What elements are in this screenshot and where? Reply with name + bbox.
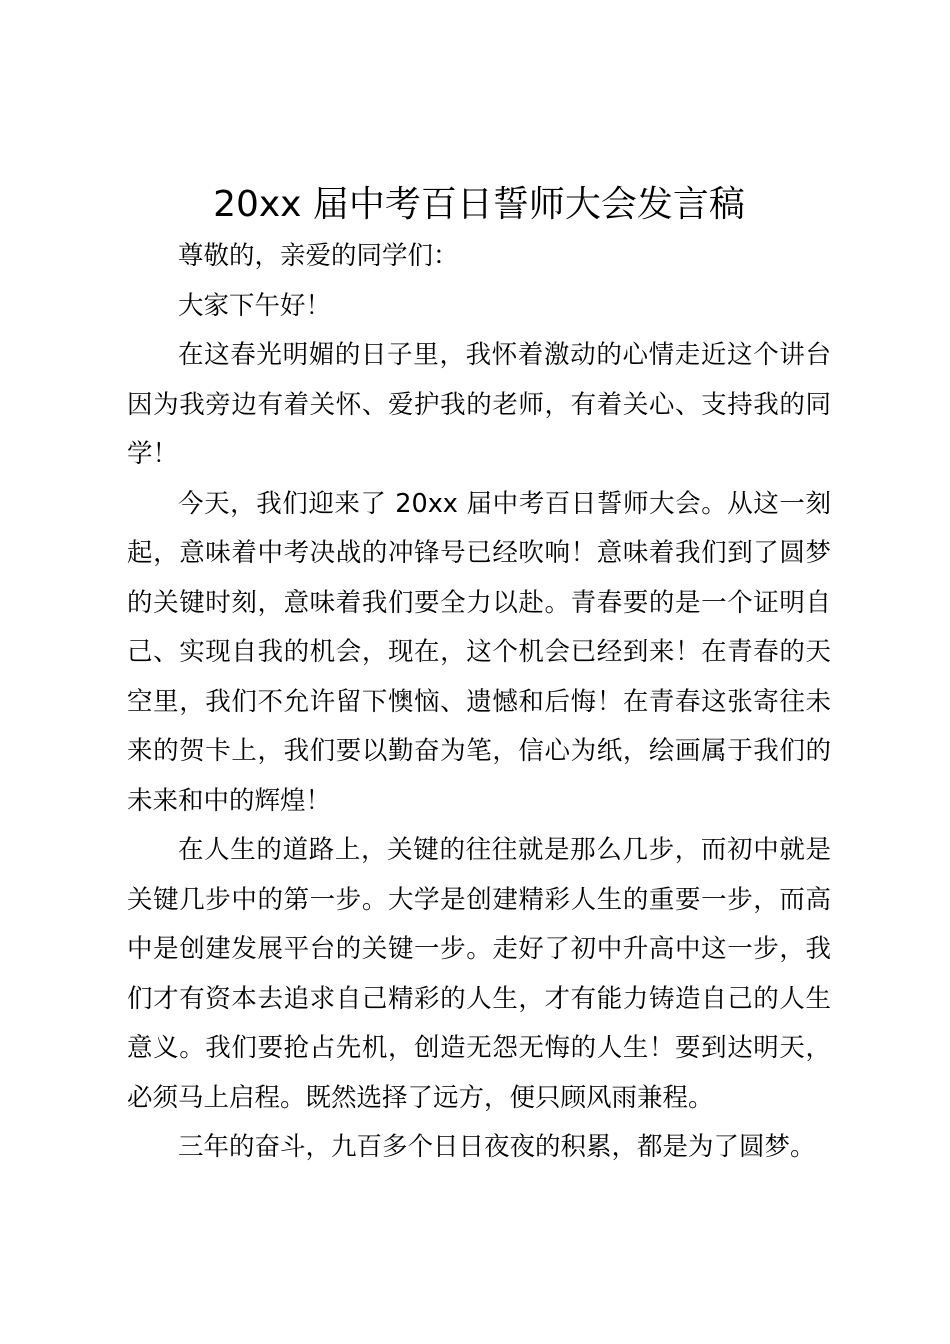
document-page xyxy=(127,178,831,1173)
paragraph-body-3: 三年的奋斗，九百多个日日夜夜的积累，都是为了圆梦。 xyxy=(178,1132,816,1162)
paragraph-body-1: 今天，我们迎来了 20xx 届中考百日誓师大会。从这一刻起，意味着中考决战的冲锋号已经吹响！意味着我们到了圆梦的关键时刻，意味着我们要全力以赴。青春要的是一个证明自己、实现自我的机会，现在，这个机会已经到来！在青春的天空里，我们不允许留下懊恼、遗憾和后悔！在青春这张寄往未来的贺卡上，我们要以勤奋为笔，信心为纸，绘画属于我们的未来和中的辉煌！ xyxy=(127,488,831,816)
document-title: 20xx 届中考百日誓师大会发言稿 xyxy=(213,184,745,225)
paragraph-salutation: 尊敬的，亲爱的同学们： xyxy=(178,241,459,271)
paragraph-greeting: 大家下午好！ xyxy=(178,290,332,321)
paragraph-body-2: 在人生的道路上，关键的往往就是那么几步，而初中就是关键几步中的第一步。大学是创建精彩人生的重要一步，而高中是创建发展平台的关键一步。走好了初中升高中这一步，我们才有资本去追求自己精彩的人生，才有能力铸造自己的人生意义。我们要抢占先机，创造无怨无悔的人生！要到达明天，必须马上启程。既然选择了远方，便只顾风雨兼程。 xyxy=(127,835,831,1113)
paragraph-opening: 在这春光明媚的日子里，我怀着激动的心情走近这个讲台因为我旁边有着关怀、爱护我的老师，有着关心、支持我的同学！ xyxy=(127,340,831,469)
